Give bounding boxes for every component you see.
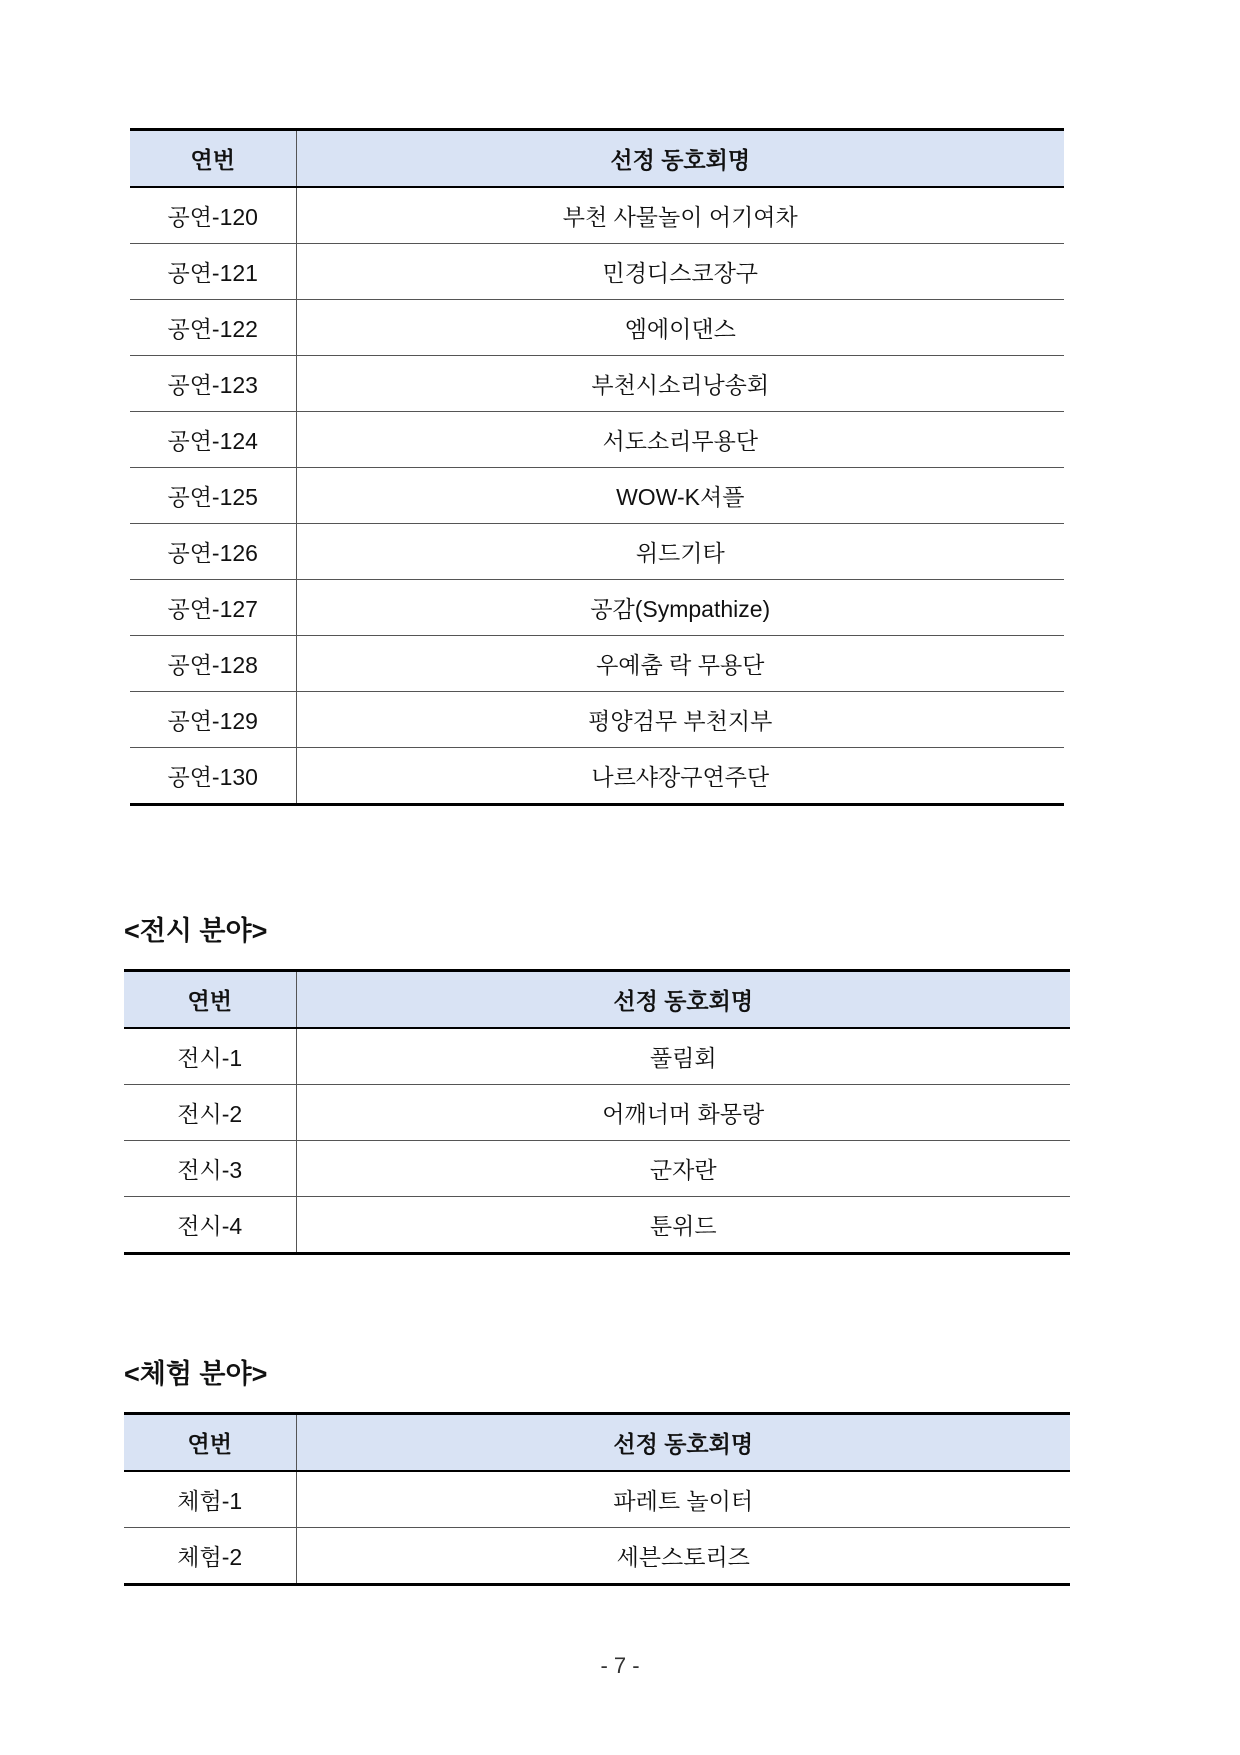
table-row: [130, 244, 1064, 300]
table-row: [130, 636, 1064, 692]
row-club-name: 평양검무 부천지부: [296, 692, 1064, 748]
table-header-row: [130, 130, 1064, 188]
row-club-name: 파레트 놀이터: [296, 1471, 1070, 1528]
table-row: [130, 187, 1064, 244]
header-number: 연번: [124, 971, 296, 1029]
experience-table: [124, 1412, 1070, 1586]
row-club-name: WOW-K셔플: [296, 468, 1064, 524]
row-club-name: 공감(Sympathize): [296, 580, 1064, 636]
row-club-name: 부천시소리낭송회: [296, 356, 1064, 412]
table-row: [130, 524, 1064, 580]
table-row: [130, 468, 1064, 524]
row-club-name: 어깨너머 화몽랑: [296, 1085, 1070, 1141]
header-club-name: 선정 동호회명: [296, 130, 1064, 188]
table-row: [130, 412, 1064, 468]
row-number: 공연-121: [130, 244, 296, 300]
row-number: 전시-3: [124, 1141, 296, 1197]
header-club-name: 선정 동호회명: [296, 1414, 1070, 1472]
row-number: 공연-129: [130, 692, 296, 748]
row-number: 전시-4: [124, 1197, 296, 1254]
row-number: 체험-2: [124, 1528, 296, 1585]
row-club-name: 나르샤장구연주단: [296, 748, 1064, 805]
row-club-name: 서도소리무용단: [296, 412, 1064, 468]
table-row: [124, 1197, 1070, 1254]
row-club-name: 민경디스코장구: [296, 244, 1064, 300]
table-row: [124, 1028, 1070, 1085]
row-number: 공연-123: [130, 356, 296, 412]
row-number: 공연-126: [130, 524, 296, 580]
row-club-name: 툰위드: [296, 1197, 1070, 1254]
header-number: 연번: [124, 1414, 296, 1472]
exhibition-table: [124, 969, 1070, 1255]
table-row: [124, 1528, 1070, 1585]
header-club-name: 선정 동호회명: [296, 971, 1070, 1029]
table-row: [130, 748, 1064, 805]
row-number: 공연-124: [130, 412, 296, 468]
table-header-row: [124, 971, 1070, 1029]
section-title-experience: <체험 분야>: [124, 1359, 268, 1389]
table-row: [130, 300, 1064, 356]
performance-table: [130, 128, 1064, 806]
row-number: 공연-128: [130, 636, 296, 692]
page-number: - 7 -: [600, 1653, 640, 1678]
table-header-row: [124, 1414, 1070, 1472]
row-club-name: 풀림회: [296, 1028, 1070, 1085]
row-club-name: 위드기타: [296, 524, 1064, 580]
row-club-name: 엠에이댄스: [296, 300, 1064, 356]
row-number: 체험-1: [124, 1471, 296, 1528]
row-number: 공연-127: [130, 580, 296, 636]
table-row: [124, 1085, 1070, 1141]
table-row: [130, 692, 1064, 748]
row-number: 공연-125: [130, 468, 296, 524]
table-row: [124, 1471, 1070, 1528]
table-row: [130, 356, 1064, 412]
row-club-name: 부천 사물놀이 어기여차: [296, 187, 1064, 244]
row-number: 전시-2: [124, 1085, 296, 1141]
row-club-name: 군자란: [296, 1141, 1070, 1197]
table-row: [124, 1141, 1070, 1197]
section-title-exhibition: <전시 분야>: [124, 916, 268, 946]
row-club-name: 우예춤 락 무용단: [296, 636, 1064, 692]
row-number: 공연-122: [130, 300, 296, 356]
row-club-name: 세븐스토리즈: [296, 1528, 1070, 1585]
header-number: 연번: [130, 130, 296, 188]
row-number: 공연-120: [130, 187, 296, 244]
row-number: 전시-1: [124, 1028, 296, 1085]
row-number: 공연-130: [130, 748, 296, 805]
table-row: [130, 580, 1064, 636]
